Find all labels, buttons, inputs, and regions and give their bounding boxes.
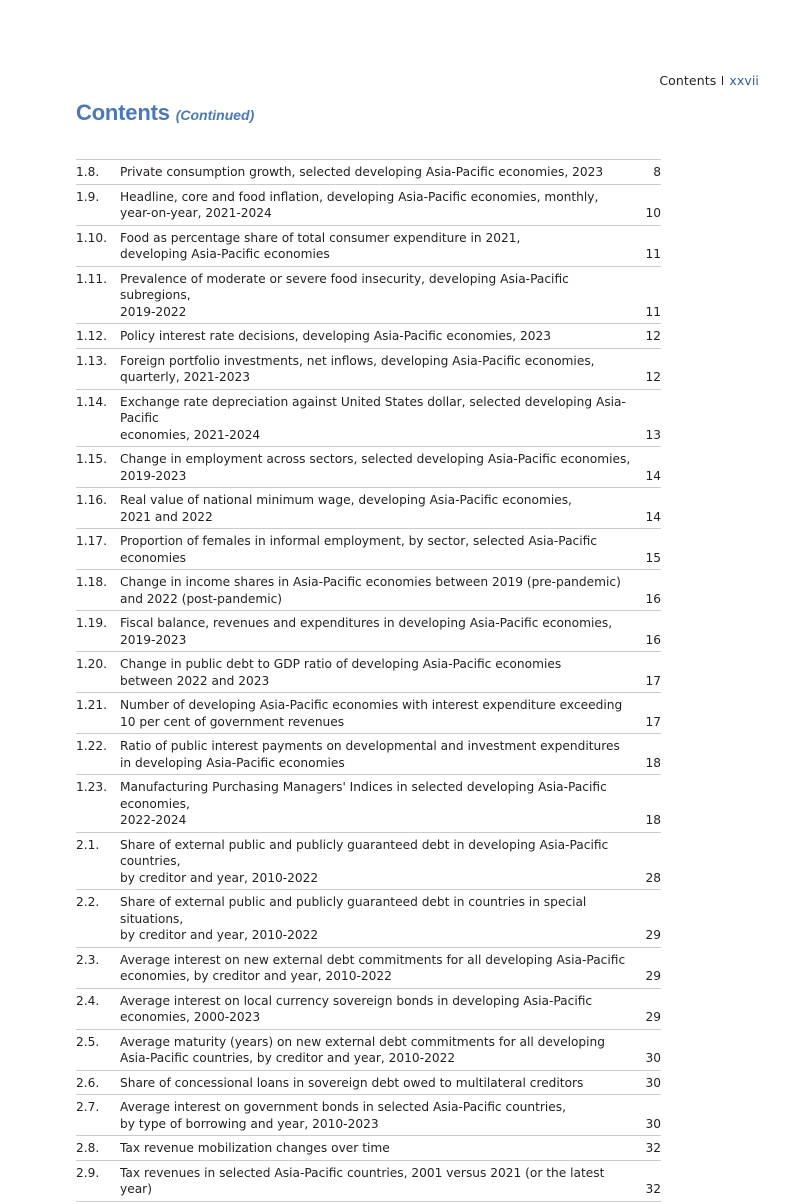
toc-entry-page: 12 — [645, 370, 661, 384]
toc-entry-page: 16 — [645, 632, 661, 647]
toc-entry-title: Headline, core and food inflation, developing Asia-Pacific economies, monthly, year-on-year, 2021-2024 — [120, 189, 599, 220]
toc-entry-page: 32 — [645, 1141, 661, 1155]
toc-entry-title: Tax revenue mobilization changes over time — [120, 1141, 390, 1155]
toc-entry-page: 29 — [645, 969, 661, 983]
toc-entry[interactable] — [76, 226, 661, 267]
toc-entry-page: 16 — [645, 591, 661, 606]
toc-entry-page: 8 — [653, 165, 661, 179]
toc-entry-number: 1.20. — [76, 657, 108, 671]
toc-entry-number: 2.9. — [76, 1165, 100, 1180]
toc-entry[interactable] — [76, 652, 661, 693]
toc-entry-page: 32 — [645, 1182, 661, 1196]
toc-entry-number: 1.23. — [76, 780, 108, 794]
toc-entry-number: 1.16. — [76, 493, 108, 507]
toc-entry-title: Average interest on local currency sovereign bonds in developing Asia-Pacific economies, 2000-2023 — [120, 993, 593, 1024]
toc-entry-number: 1.13. — [76, 353, 108, 368]
toc-entry-number: 2.7. — [76, 1100, 100, 1114]
title-main: Contents — [76, 100, 170, 125]
toc-entry-title: Average interest on new external debt commitments for all developing Asia-Pacific economies, by creditor and year, 2010-2022 — [120, 952, 626, 983]
toc-entry-number: 1.10. — [76, 230, 108, 245]
toc-entry-number: 1.21. — [76, 698, 108, 712]
toc-entry[interactable] — [76, 160, 661, 185]
toc-entry-number: 2.1. — [76, 837, 100, 852]
toc-entry-number: 2.8. — [76, 1141, 100, 1155]
toc-entry[interactable] — [76, 734, 661, 775]
toc-entry-page: 30 — [645, 1051, 661, 1065]
toc-entry[interactable] — [76, 185, 661, 226]
toc-entry-page: 29 — [645, 1010, 661, 1024]
toc-entry-page: 30 — [645, 1075, 661, 1090]
toc-entry[interactable] — [76, 989, 661, 1030]
toc-entry[interactable] — [76, 1030, 661, 1071]
toc-entry[interactable] — [76, 529, 661, 570]
toc-entry-page: 17 — [645, 673, 661, 688]
toc-entry[interactable] — [76, 324, 661, 349]
toc-entry[interactable] — [76, 693, 661, 734]
toc-entry-number: 1.8. — [76, 165, 100, 179]
toc-entry[interactable] — [76, 890, 661, 948]
toc-entry-page: 11 — [645, 304, 661, 319]
toc-entry-title: Change in public debt to GDP ratio of developing Asia-Pacific economies between 2022 and 2023 — [120, 657, 562, 688]
toc-entry-title: Food as percentage share of total consumer expenditure in 2021, developing Asia-Pacific economies — [120, 230, 521, 261]
running-header — [659, 73, 759, 88]
toc-entry-page: 28 — [645, 870, 661, 885]
toc-entry-number: 1.18. — [76, 575, 108, 589]
toc-entry[interactable] — [76, 390, 661, 448]
toc-entry-page: 10 — [645, 206, 661, 220]
toc-entry[interactable] — [76, 775, 661, 833]
title-continued: (Continued) — [175, 107, 255, 123]
toc-entry-title: Tax revenues in selected Asia-Pacific countries, 2001 versus 2021 (or the latest year) — [120, 1165, 605, 1196]
toc-entry[interactable] — [76, 570, 661, 611]
toc-list — [76, 159, 661, 1202]
toc-entry-title: Share of concessional loans in sovereign debt owed to multilateral creditors — [120, 1075, 584, 1090]
toc-entry-title: Manufacturing Purchasing Managers' Indices in selected developing Asia-Pacific economies, 2022-2024 — [120, 780, 607, 827]
header-section: Contents — [659, 73, 717, 88]
toc-entry[interactable] — [76, 488, 661, 529]
toc-entry-page: 11 — [645, 247, 661, 261]
toc-entry-number: 1.12. — [76, 329, 108, 343]
toc-entry[interactable] — [76, 267, 661, 325]
toc-entry-number: 1.9. — [76, 189, 100, 204]
toc-entry-page: 29 — [645, 928, 661, 942]
toc-entry-title: Prevalence of moderate or severe food insecurity, developing Asia-Pacific subregions, 2019-2022 — [120, 271, 569, 319]
header-page-number: xxvii — [729, 73, 759, 88]
toc-entry[interactable] — [76, 447, 661, 488]
toc-entry-title: Foreign portfolio investments, net inflows, developing Asia-Pacific economies, quarterly, 2021-2023 — [120, 353, 595, 384]
toc-entry-title: Exchange rate depreciation against United States dollar, selected developing Asia-Pacific economies, 2021-2024 — [120, 394, 626, 442]
toc-entry-title: Real value of national minimum wage, developing Asia-Pacific economies, 2021 and 2022 — [120, 493, 572, 524]
toc-entry-title: Ratio of public interest payments on developmental and investment expenditures in developing Asia-Pacific economies — [120, 739, 620, 770]
toc-entry-title: Average maturity (years) on new external debt commitments for all developing Asia-Pacific countries, by creditor and year, 2010-2022 — [120, 1034, 605, 1065]
toc-entry[interactable] — [76, 1161, 661, 1202]
toc-entry-page: 14 — [645, 509, 661, 524]
toc-entry[interactable] — [76, 349, 661, 390]
toc-entry-number: 1.22. — [76, 739, 108, 753]
toc-entry[interactable] — [76, 611, 661, 652]
toc-entry-title: Change in income shares in Asia-Pacific economies between 2019 (pre-pandemic) and 2022 (post-pandemic) — [120, 575, 621, 606]
toc-entry-page: 12 — [645, 329, 661, 343]
toc-entry[interactable] — [76, 948, 661, 989]
toc-entry-page: 13 — [645, 427, 661, 442]
toc-entry-page: 17 — [645, 714, 661, 729]
toc-entry-number: 1.17. — [76, 534, 108, 548]
toc-entry[interactable] — [76, 1136, 661, 1161]
toc-entry-title: Number of developing Asia-Pacific economies with interest expenditure exceeding 10 per cent of government revenues — [120, 698, 623, 729]
header-separator — [722, 76, 723, 85]
toc-entry[interactable] — [76, 1095, 661, 1136]
toc-entry-page: 30 — [645, 1116, 661, 1131]
toc-entry-title: Change in employment across sectors, selected developing Asia-Pacific economies, 2019-2023 — [120, 452, 631, 483]
toc-entry-number: 1.14. — [76, 394, 108, 409]
toc-entry-title: Fiscal balance, revenues and expenditures in developing Asia-Pacific economies, 2019-2023 — [120, 616, 613, 647]
toc-entry-title: Proportion of females in informal employment, by sector, selected Asia-Pacific economies — [120, 534, 597, 565]
toc-entry-number: 2.2. — [76, 895, 100, 909]
toc-entry-number: 1.19. — [76, 616, 108, 630]
toc-entry-number: 2.4. — [76, 993, 100, 1008]
toc-entry-title: Private consumption growth, selected developing Asia-Pacific economies, 2023 — [120, 165, 604, 179]
toc-entry[interactable] — [76, 1071, 661, 1096]
toc-entry-number: 2.5. — [76, 1034, 100, 1049]
toc-entry-title: Share of external public and publicly guaranteed debt in countries in special situations, by creditor and year, 2010-2022 — [120, 895, 587, 942]
toc-entry-page: 15 — [645, 550, 661, 565]
toc-entry-title: Share of external public and publicly guaranteed debt in developing Asia-Pacific countries, by creditor and year, 2010-2022 — [120, 837, 609, 885]
toc-entry-number: 1.15. — [76, 452, 108, 466]
toc-entry-number: 2.6. — [76, 1075, 100, 1090]
toc-entry-page: 18 — [645, 813, 661, 827]
page-title — [76, 100, 254, 126]
toc-entry-number: 2.3. — [76, 952, 100, 967]
toc-entry-number: 1.11. — [76, 271, 108, 286]
toc-entry-page: 14 — [645, 468, 661, 483]
toc-entry-page: 18 — [645, 755, 661, 770]
toc-entry-title: Average interest on government bonds in selected Asia-Pacific countries, by type of borrowing and year, 2010-2023 — [120, 1100, 567, 1131]
toc-entry-title: Policy interest rate decisions, developing Asia-Pacific economies, 2023 — [120, 329, 552, 343]
toc-entry[interactable] — [76, 833, 661, 891]
